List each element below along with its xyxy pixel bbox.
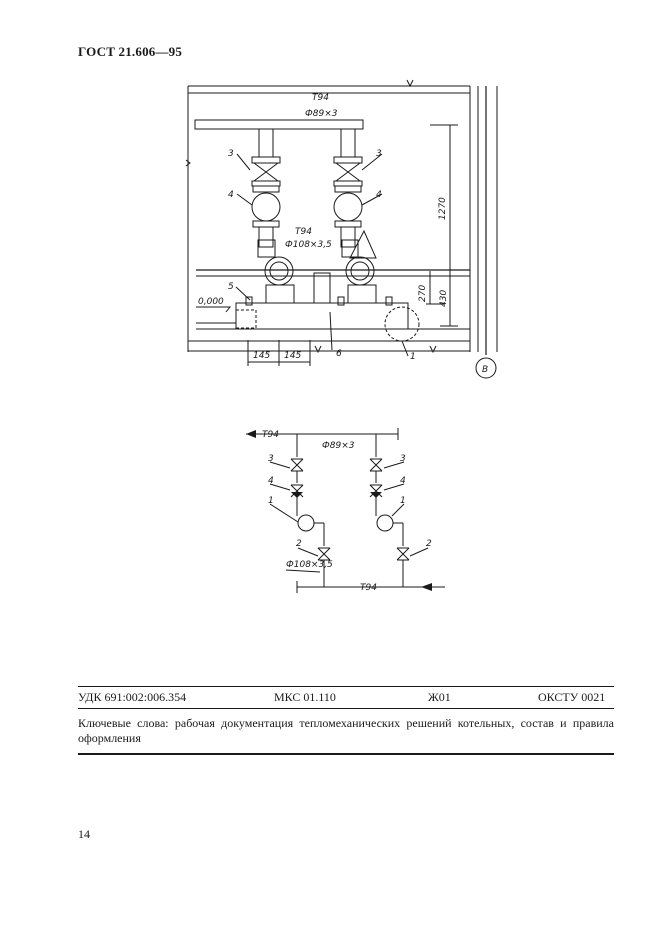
scheme-callout-1-left: 1 [268, 496, 274, 506]
callout-4-left: 4 [228, 190, 234, 200]
callout-3-right: 3 [376, 149, 382, 159]
scheme-callout-2-right: 2 [426, 539, 432, 549]
classification-mid-rule [78, 708, 614, 709]
scheme-callout-4-right: 4 [400, 476, 406, 486]
dimension-145-right: 145 [284, 351, 302, 361]
top-pipe-size: Ф89×3 [305, 109, 338, 119]
group-code: Ж01 [428, 690, 451, 704]
keywords-paragraph: Ключевые слова: рабочая документация тепломеханических решений котельных, состав и правила оформления [78, 716, 614, 745]
dimension-270: 270 [418, 284, 428, 302]
classification-bottom-rule [78, 753, 614, 755]
dimension-1270: 1270 [438, 197, 448, 220]
okstu-code: ОКСТУ 0021 [538, 690, 606, 704]
scheme-bottom-pipe-code: Т94 [360, 583, 377, 593]
bottom-pipe-code: Т94 [295, 227, 312, 237]
dimension-430: 430 [439, 289, 449, 307]
top-pipe-code: Т94 [312, 93, 329, 103]
udc-code: УДК 691:002:006.354 [78, 690, 187, 704]
bottom-pipe-size: Ф108×3,5 [285, 240, 332, 250]
scheme-callout-4-left: 4 [268, 476, 274, 486]
dimension-145-left: 145 [253, 351, 271, 361]
callout-4-right: 4 [376, 190, 382, 200]
axis-label: В [482, 365, 489, 375]
mks-code: МКС 01.110 [274, 690, 336, 704]
scheme-callout-3-right: 3 [400, 454, 406, 464]
level-mark: 0,000 [198, 297, 224, 307]
page-number: 14 [78, 827, 90, 841]
scheme-bottom-pipe-size: Ф108×3,5 [286, 560, 333, 570]
scheme-callout-1-right: 1 [400, 496, 406, 506]
document-header: ГОСТ 21.606—95 [78, 44, 183, 59]
classification-top-rule [78, 686, 614, 687]
callout-3-left: 3 [228, 149, 234, 159]
scheme-top-pipe-size: Ф89×3 [322, 441, 355, 451]
callout-1: 1 [410, 352, 416, 362]
scheme-top-pipe-code: Т94 [262, 430, 279, 440]
callout-5: 5 [228, 282, 234, 292]
scheme-callout-2-left: 2 [296, 539, 302, 549]
callout-6: 6 [336, 349, 342, 359]
scheme-callout-3-left: 3 [268, 454, 274, 464]
